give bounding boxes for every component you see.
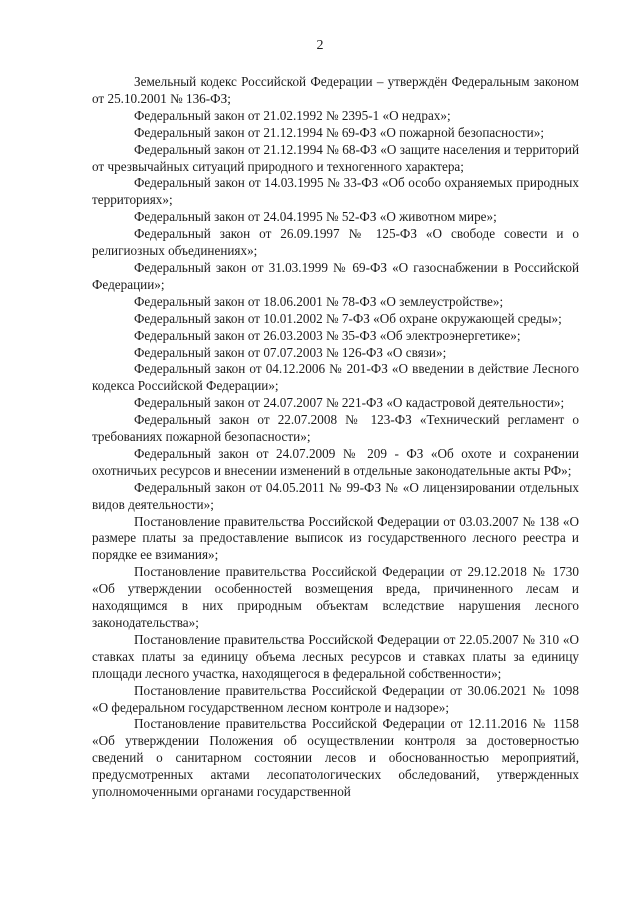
paragraph-resolution-1158: Постановление правительства Российской Федерации от 12.11.2016 № 1158 «Об утверждении Положения об осуществлении контроля за достоверностью сведений о санитарном состоянии лесов и обоснованностью мероприятий, предусмотренных актами лесопатологических обследований, утвержденных уполномоченными органами государственной xyxy=(92,716,579,800)
paragraph-law-protected-areas: Федеральный закон от 14.03.1995 № 33-ФЗ «Об особо охраняемых природных территориях»; xyxy=(92,175,579,208)
paragraph-law-land-management: Федеральный закон от 18.06.2001 № 78-ФЗ «О землеустройстве»; xyxy=(134,293,504,309)
paragraph-law-gas-supply: Федеральный закон от 31.03.1999 № 69-ФЗ «О газоснабжении в Российской Федерации»; xyxy=(92,259,579,292)
paragraph-law-fire-safety: Федеральный закон от 21.12.1994 № 69-ФЗ «О пожарной безопасности»; xyxy=(134,124,544,140)
paragraph-law-subsoil: Федеральный закон от 21.02.1992 № 2395-1 «О недрах»; xyxy=(134,107,451,123)
paragraph-law-hunting: Федеральный закон от 24.07.2009 № 209 - ФЗ «Об охоте и сохранении охотничьих ресурсов и внесении изменений в отдельные законодательные акты РФ»; xyxy=(92,445,579,478)
paragraph-law-communications: Федеральный закон от 07.07.2003 № 126-ФЗ «О связи»; xyxy=(134,344,447,360)
paragraph-law-forest-code-enactment: Федеральный закон от 04.12.2006 № 201-ФЗ «О введении в действие Лесного кодекса Российской Федерации»; xyxy=(92,361,579,394)
paragraph-law-fire-safety-regulation: Федеральный закон от 22.07.2008 № 123-ФЗ «Технический регламент о требованиях пожарной безопасности»; xyxy=(92,412,579,445)
paragraph-land-code: Земельный кодекс Российской Федерации – утверждён Федеральным законом от 25.10.2001 № 136-ФЗ; xyxy=(92,74,579,106)
legal-acts-list xyxy=(92,74,579,801)
paragraph-law-cadastral-activity: Федеральный закон от 24.07.2007 № 221-ФЗ «О кадастровой деятельности»; xyxy=(134,395,565,411)
paragraph-resolution-1098: Постановление правительства Российской Федерации от 30.06.2021 № 1098 «О федеральном государственном лесном контроле и надзоре»; xyxy=(92,682,579,715)
paragraph-law-wildlife: Федеральный закон от 24.04.1995 № 52-ФЗ «О животном мире»; xyxy=(134,209,497,225)
paragraph-resolution-310: Постановление правительства Российской Федерации от 22.05.2007 № 310 «О ставках платы за единицу объема лесных ресурсов и ставках платы за единицу площади лесного участка, находящегося в федеральной собственности»; xyxy=(92,631,579,681)
paragraph-law-licensing: Федеральный закон от 04.05.2011 № 99-ФЗ № «О лицензировании отдельных видов деятельности»; xyxy=(92,479,579,512)
paragraph-resolution-1730: Постановление правительства Российской Федерации от 29.12.2018 № 1730 «Об утверждении особенностей возмещения вреда, причиненного лесам и находящимся в них природным объектам вследствие нарушения лесного законодательства»; xyxy=(92,564,579,630)
paragraph-law-environment: Федеральный закон от 10.01.2002 № 7-ФЗ «Об охране окружающей среды»; xyxy=(134,310,562,326)
page-number: 2 xyxy=(316,38,324,53)
paragraph-resolution-138: Постановление правительства Российской Федерации от 03.03.2007 № 138 «О размере платы за предоставление выписок из государственного лесного реестра и порядке ее взимания»; xyxy=(92,513,579,563)
paragraph-law-electric-power: Федеральный закон от 26.03.2003 № 35-ФЗ «Об электроэнергетике»; xyxy=(134,327,521,343)
paragraph-law-emergency-protection: Федеральный закон от 21.12.1994 № 68-ФЗ «О защите населения и территорий от чрезвычайных ситуаций природного и техногенного характера; xyxy=(92,141,579,174)
paragraph-law-freedom-of-conscience: Федеральный закон от 26.09.1997 № 125-ФЗ «О свободе совести и о религиозных объединениях»; xyxy=(92,226,579,259)
